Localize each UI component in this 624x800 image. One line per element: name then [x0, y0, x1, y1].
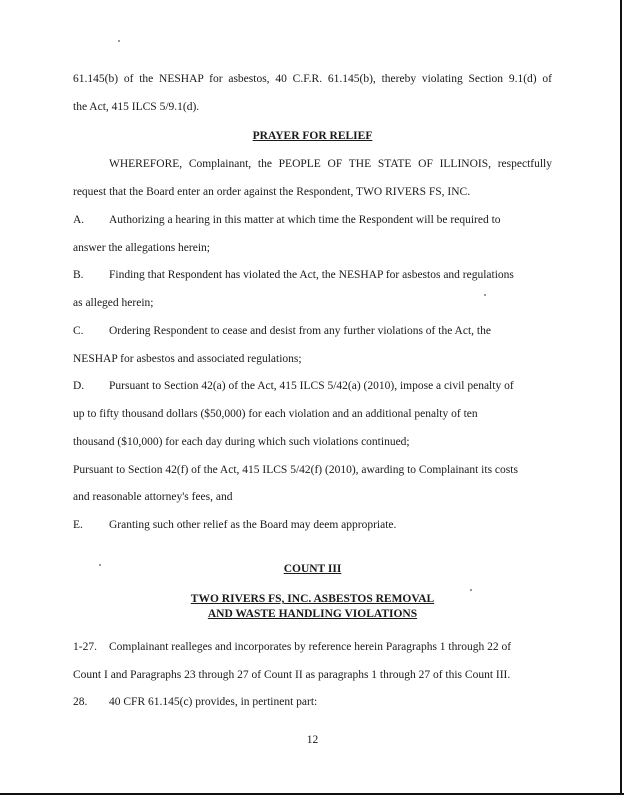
paragraph-label: 1-27.: [73, 641, 97, 653]
text-line: Count I and Paragraphs 23 through 27 of Count II as paragraphs 1 through 27 of this Count III.: [73, 669, 511, 681]
text-line: Pursuant to Section 42(f) of the Act, 415 ILCS 5/42(f) (2010), awarding to Complainant its costs: [73, 464, 518, 476]
item-text: Pursuant to Section 42(a) of the Act, 415 ILCS 5/42(a) (2010), impose a civil penalty of: [109, 380, 514, 392]
relief-item-e: [73, 518, 552, 532]
item-text: Authorizing a hearing in this matter at which time the Respondent will be required to: [109, 214, 501, 226]
paragraph-1-27: [73, 640, 552, 654]
prayer-for-relief-heading: PRAYER FOR RELIEF: [252, 130, 373, 142]
scan-speck: [470, 589, 472, 591]
text-line: NESHAP for asbestos and associated regulations;: [73, 353, 302, 365]
relief-item-a: [73, 213, 552, 227]
count-heading: COUNT III: [283, 563, 342, 575]
text-line: the Act, 415 ILCS 5/9.1(d).: [73, 101, 200, 113]
scan-speck: [484, 294, 486, 296]
text-line: and reasonable attorney's fees, and: [73, 491, 233, 503]
paragraph-text: 40 CFR 61.145(c) provides, in pertinent part:: [109, 696, 318, 708]
text-line: up to fifty thousand dollars ($50,000) for each violation and an additional penalty of ten: [73, 408, 478, 420]
relief-item-b: [73, 268, 552, 282]
count-title-line-2: AND WASTE HANDLING VIOLATIONS: [207, 608, 418, 620]
paragraph-label: 28.: [73, 696, 88, 708]
text-line: request that the Board enter an order against the Respondent, TWO RIVERS FS, INC.: [73, 186, 471, 198]
item-label: B.: [73, 269, 84, 281]
count-title-line-1: TWO RIVERS FS, INC. ASBESTOS REMOVAL: [190, 593, 435, 605]
item-label: D.: [73, 380, 85, 392]
item-text: Ordering Respondent to cease and desist from any further violations of the Act, the: [109, 325, 491, 337]
text-line: as alleged herein;: [73, 297, 154, 309]
text-line: thousand ($10,000) for each day during which such violations continued;: [73, 436, 410, 448]
relief-item-c: [73, 324, 552, 338]
text-line: 61.145(b) of the NESHAP for asbestos, 40 C.F.R. 61.145(b), thereby violating Section 9.1(d) of: [73, 73, 552, 85]
text-line: WHEREFORE, Complainant, the PEOPLE OF THE STATE OF ILLINOIS, respectfully: [109, 158, 552, 170]
item-text: Granting such other relief as the Board may deem appropriate.: [109, 519, 397, 531]
relief-item-d: [73, 379, 552, 393]
item-label: E.: [73, 519, 83, 531]
item-label: A.: [73, 214, 85, 226]
paragraph-28: [73, 695, 552, 709]
text-line: answer the allegations herein;: [73, 242, 210, 254]
item-text: Finding that Respondent has violated the Act, the NESHAP for asbestos and regulations: [109, 269, 514, 281]
scan-speck: [118, 40, 120, 42]
scan-edge-right: [620, 0, 622, 794]
page-number: 12: [306, 734, 319, 746]
scan-speck: [99, 564, 101, 566]
item-label: C.: [73, 325, 84, 337]
scan-edge-bottom: [0, 793, 624, 795]
paragraph-text: Complainant realleges and incorporates by reference herein Paragraphs 1 through 22 of: [109, 641, 512, 653]
